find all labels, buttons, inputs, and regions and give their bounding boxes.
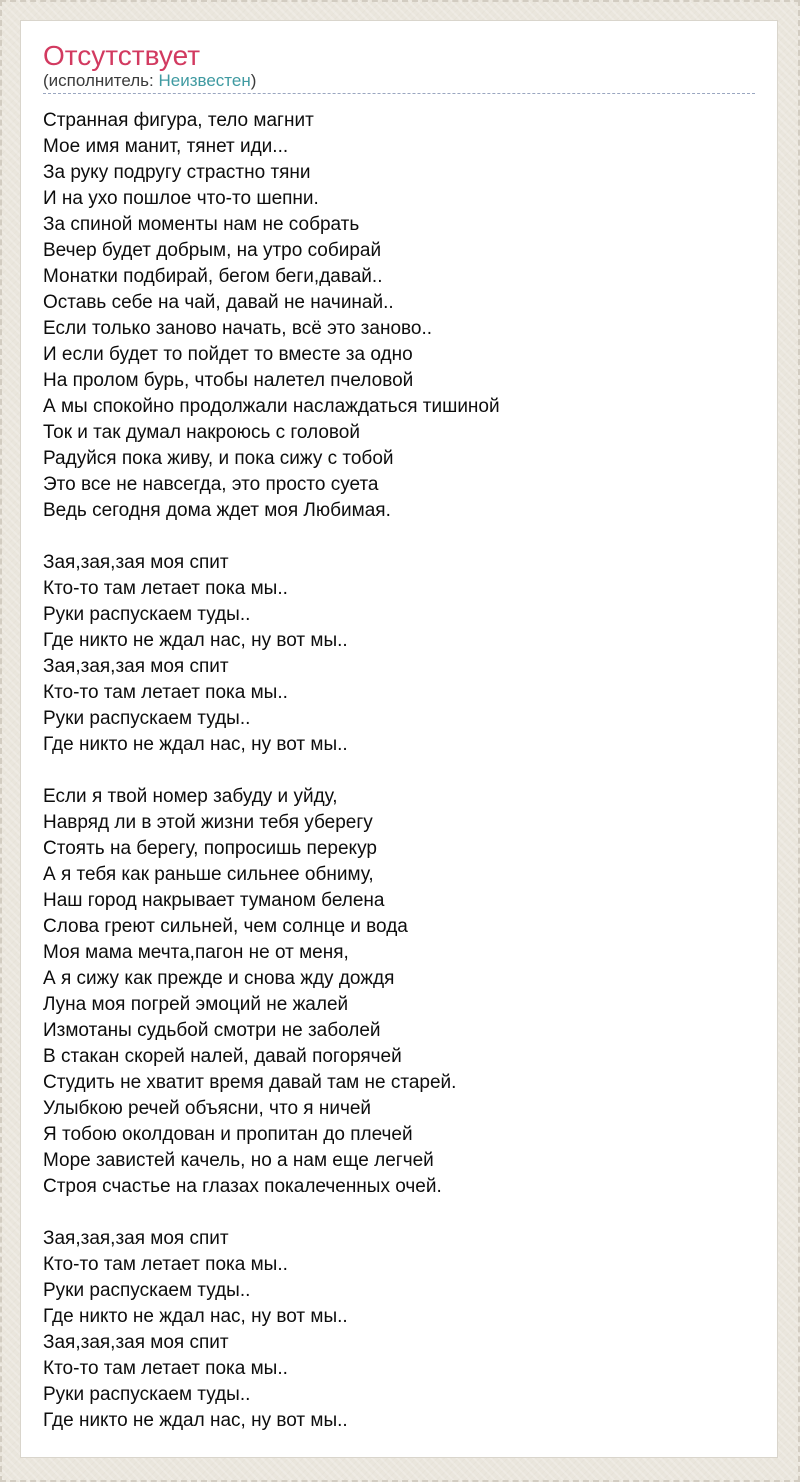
stanza — [43, 784, 755, 1200]
artist-label: (исполнитель: — [43, 71, 159, 90]
lyric-line: В стакан скорей налей, давай погорячей — [43, 1046, 402, 1067]
lyric-line: Моя мама мечта,пагон не от меня, — [43, 942, 349, 963]
lyric-line: Где никто не ждал нас, ну вот мы.. — [43, 1306, 348, 1327]
lyric-line: Навряд ли в этой жизни тебя уберегу — [43, 812, 373, 833]
lyric-line: Ток и так думал накроюсь с головой — [43, 422, 360, 443]
lyric-line: Студить не хватит время давай там не старей. — [43, 1072, 457, 1093]
lyric-line: Зая,зая,зая моя спит — [43, 1228, 229, 1249]
lyric-line: Если только заново начать, всё это заново.. — [43, 318, 433, 339]
lyric-line: А мы спокойно продолжали наслаждаться тишиной — [43, 396, 500, 417]
lyric-line: Руки распускаем туды.. — [43, 708, 251, 729]
lyric-line: За спиной моменты нам не собрать — [43, 214, 360, 235]
lyric-line: Если я твой номер забуду и уйду, — [43, 786, 338, 807]
lyric-line: Руки распускаем туды.. — [43, 1384, 251, 1405]
lyric-line: Строя счастье на глазах покалеченных очей. — [43, 1176, 442, 1197]
lyric-line: И на ухо пошлое что-то шепни. — [43, 188, 319, 209]
lyric-line: Мое имя манит, тянет иди... — [43, 136, 289, 157]
lyric-line: Оставь себе на чай, давай не начинай.. — [43, 292, 394, 313]
stanza — [43, 1226, 755, 1434]
lyric-line: Где никто не ждал нас, ну вот мы.. — [43, 630, 348, 651]
lyric-line: Монатки подбирай, бегом беги,давай.. — [43, 266, 383, 287]
lyric-line: Кто-то там летает пока мы.. — [43, 578, 288, 599]
lyric-line: Вечер будет добрым, на утро собирай — [43, 240, 382, 261]
lyric-line: Наш город накрывает туманом белена — [43, 890, 385, 911]
lyric-line: Где никто не ждал нас, ну вот мы.. — [43, 734, 348, 755]
lyric-line: Зая,зая,зая моя спит — [43, 552, 229, 573]
stanza — [43, 108, 755, 524]
lyric-line: Кто-то там летает пока мы.. — [43, 682, 288, 703]
lyric-line: Луна моя погрей эмоций не жалей — [43, 994, 349, 1015]
lyric-line: Кто-то там летает пока мы.. — [43, 1254, 288, 1275]
lyric-line: Странная фигура, тело магнит — [43, 110, 314, 131]
lyric-line: Где никто не ждал нас, ну вот мы.. — [43, 1410, 348, 1431]
lyric-line: Это все не навсегда, это просто суета — [43, 474, 379, 495]
artist-line — [43, 71, 755, 94]
lyric-line: И если будет то пойдет то вместе за одно — [43, 344, 413, 365]
lyric-line: А я тебя как раньше сильнее обниму, — [43, 864, 374, 885]
lyric-line: Зая,зая,зая моя спит — [43, 1332, 229, 1353]
lyric-line: Измотаны судьбой смотри не заболей — [43, 1020, 381, 1041]
song-title: Отсутствует — [43, 40, 201, 71]
lyric-line: Ведь сегодня дома ждет моя Любимая. — [43, 500, 391, 521]
lyric-line: Кто-то там летает пока мы.. — [43, 1358, 288, 1379]
lyric-line: Радуйся пока живу, и пока сижу с тобой — [43, 448, 394, 469]
lyric-line: Стоять на берегу, попросишь перекур — [43, 838, 377, 859]
lyric-line: Море завистей качель, но а нам еще легчей — [43, 1150, 434, 1171]
lyrics-text — [43, 108, 755, 1434]
lyric-line: За руку подругу страстно тяни — [43, 162, 311, 183]
lyric-line: А я сижу как прежде и снова жду дождя — [43, 968, 395, 989]
lyric-line: Руки распускаем туды.. — [43, 1280, 251, 1301]
lyric-line: На пролом бурь, чтобы налетел пчеловой — [43, 370, 414, 391]
lyric-line: Слова греют сильней, чем солнце и вода — [43, 916, 408, 937]
lyric-line: Улыбкою речей объясни, что я ничей — [43, 1098, 372, 1119]
lyrics-card — [20, 20, 778, 1458]
lyric-line: Руки распускаем туды.. — [43, 604, 251, 625]
lyric-line: Зая,зая,зая моя спит — [43, 656, 229, 677]
artist-link[interactable]: Неизвестен — [158, 71, 251, 90]
lyric-line: Я тобою околдован и пропитан до плечей — [43, 1124, 413, 1145]
artist-close-paren: ) — [250, 71, 257, 90]
stanza — [43, 550, 755, 758]
